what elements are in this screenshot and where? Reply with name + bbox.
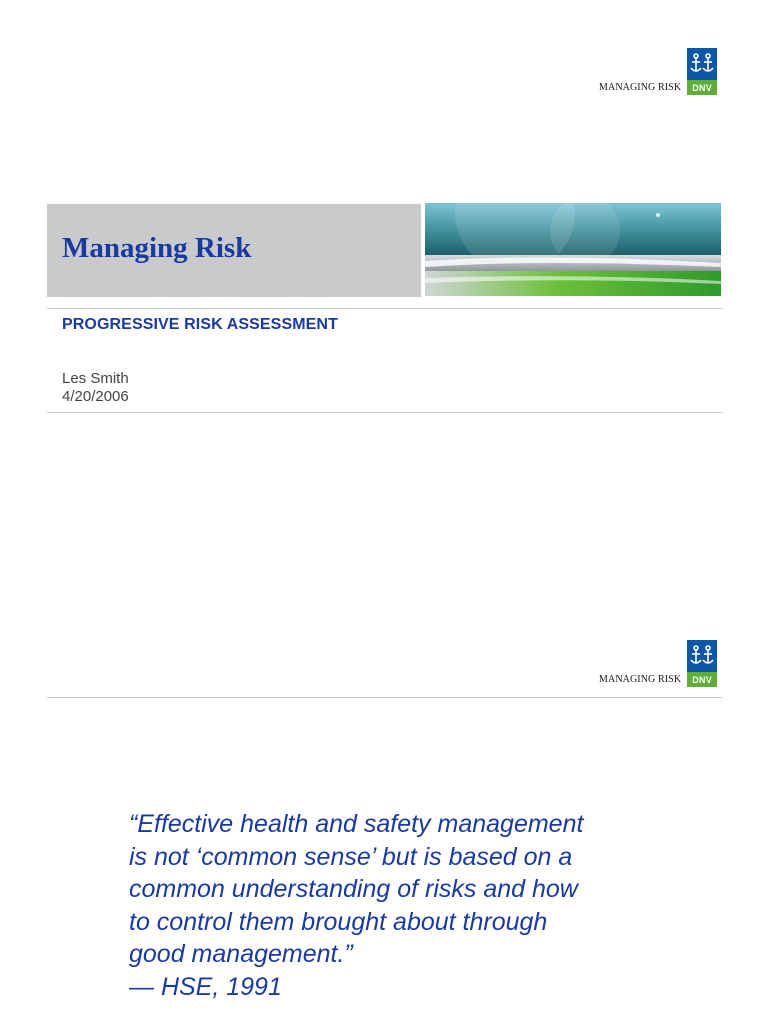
slide-title: Managing Risk (62, 232, 252, 264)
presentation-date: 4/20/2006 (62, 388, 129, 405)
logo-text: MANAGING RISK (599, 82, 682, 93)
hse-quote (129, 808, 669, 1003)
anchor-icon (687, 48, 717, 80)
quote-line: “Effective health and safety management (129, 810, 584, 838)
dnv-badge (687, 640, 717, 687)
dnv-logo (599, 48, 717, 95)
divider-top (47, 697, 722, 698)
quote-slide (0, 600, 768, 1024)
quote-line: common understanding of risks and how (129, 875, 578, 903)
badge-label: DNV (687, 80, 717, 95)
badge-label: DNV (687, 672, 717, 687)
logo-text: MANAGING RISK (599, 674, 682, 685)
banner-image (425, 203, 721, 296)
title-band (47, 204, 421, 297)
anchor-icon (687, 640, 717, 672)
dnv-badge (687, 48, 717, 95)
dnv-logo (599, 640, 717, 687)
quote-attribution: — HSE, 1991 (129, 972, 282, 1001)
quote-line: to control them brought about through (129, 907, 548, 936)
divider-top (47, 308, 722, 309)
quote-line: is not ‘common sense’ but is based on a (129, 842, 573, 871)
slide-subtitle: PROGRESSIVE RISK ASSESSMENT (62, 316, 338, 333)
divider-bottom (47, 412, 722, 413)
quote-line: good management.” (129, 940, 353, 968)
author-name: Les Smith (62, 370, 129, 387)
